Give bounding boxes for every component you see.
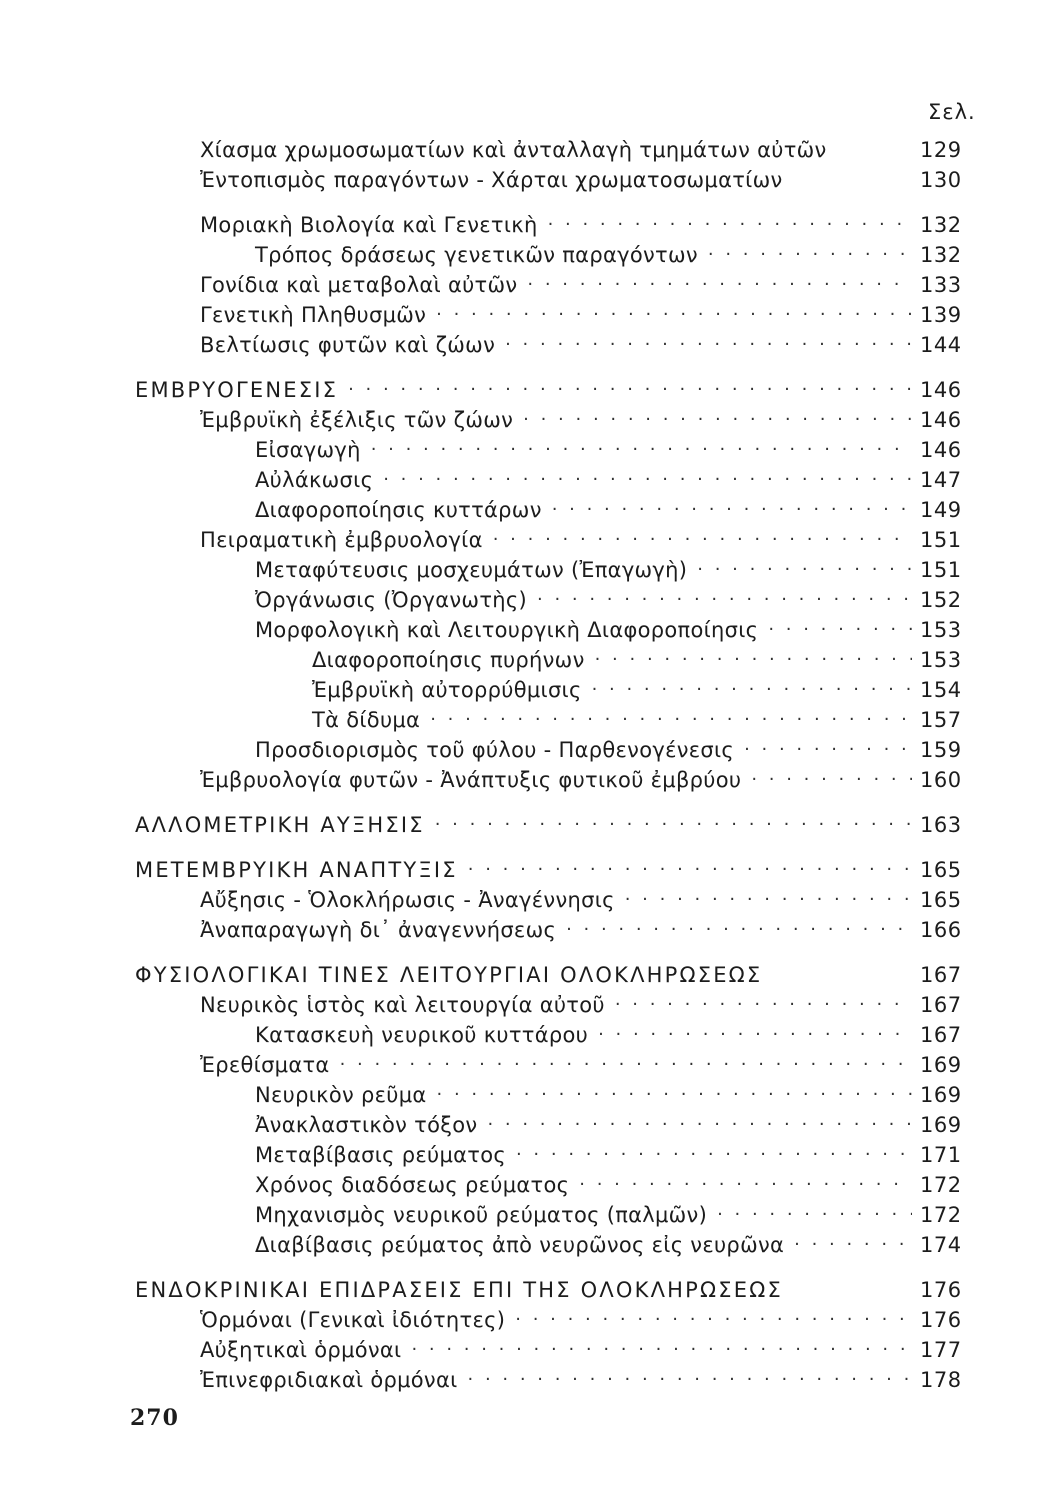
toc-entry-title: ΦΥΣΙΟΛΟΓΙΚΑΙ ΤΙΝΕΣ ΛΕΙΤΟΥΡΓΙΑΙ ΟΛΟΚΛΗΡΩΣΕΩΣ	[135, 963, 763, 987]
toc-entry	[255, 1015, 960, 1047]
toc-entry-page: 160	[920, 768, 962, 792]
toc-entry	[200, 265, 960, 297]
toc-entry-title: Μεταβίβασις ρεύματος	[255, 1143, 506, 1167]
dot-leader	[615, 993, 912, 1017]
toc-entry-page: 146	[920, 438, 962, 462]
dot-leader	[552, 498, 912, 522]
toc-entry-title: Διαβίβασις ρεύματος ἀπὸ νευρῶνος εἰς νευρῶνα	[255, 1233, 785, 1257]
dot-leader	[744, 738, 912, 762]
toc-entry-title: Μεταφύτευσις μοσχευμάτων (Ἐπαγωγὴ)	[255, 558, 688, 582]
toc-entry	[200, 1300, 960, 1332]
dot-leader	[468, 1368, 912, 1392]
dot-leader	[708, 243, 912, 267]
toc-entry-page: 165	[920, 858, 962, 882]
toc-entry-page: 167	[920, 963, 962, 987]
toc-entry-title: Ὀργάνωσις (Ὀργανωτὴς)	[255, 588, 527, 612]
toc-entry	[312, 640, 960, 672]
toc-entry	[312, 700, 960, 732]
toc-entry	[255, 1135, 960, 1167]
dot-leader	[537, 588, 912, 612]
dot-leader	[598, 1023, 912, 1047]
toc-entry	[135, 850, 960, 882]
dot-leader	[493, 528, 912, 552]
toc-entry-title: Αὐξητικαὶ ὁρμόναι	[200, 1338, 402, 1362]
toc-entry	[200, 1360, 960, 1392]
toc-entry-page: 169	[920, 1113, 962, 1137]
toc-entry	[135, 955, 960, 987]
toc-entry-title: Ἐμβρυολογία φυτῶν - Ἀνάπτυξις φυτικοῦ ἐμβρύου	[200, 768, 742, 792]
toc-entry-page: 133	[920, 273, 962, 297]
dot-leader	[411, 1338, 912, 1362]
dot-leader	[566, 918, 912, 942]
toc-entry-title: Χίασμα χρωμοσωματίων καὶ ἀνταλλαγὴ τμημάτων αὐτῶν	[200, 138, 827, 162]
toc-entry-title: Μηχανισμὸς νευρικοῦ ρεύματος (παλμῶν)	[255, 1203, 708, 1227]
toc-entry-page: 177	[920, 1338, 962, 1362]
dot-leader	[436, 303, 912, 327]
toc-entry	[200, 520, 960, 552]
dot-leader	[625, 888, 912, 912]
page-number: 270	[130, 1405, 179, 1431]
dot-leader	[595, 648, 912, 672]
dot-leader	[751, 768, 912, 792]
toc-entry	[255, 550, 960, 582]
toc-entry-title: Τὰ δίδυμα	[312, 708, 421, 732]
page-column-header: Σελ.	[928, 100, 976, 124]
toc-entry-title: Εἰσαγωγὴ	[255, 438, 361, 462]
toc-entry	[135, 805, 960, 837]
toc-entry-title: Νευρικὸς ἱστὸς καὶ λειτουργία αὐτοῦ	[200, 993, 605, 1017]
toc-entry-title: Βελτίωσις φυτῶν καὶ ζώων	[200, 333, 496, 357]
toc-entry-page: 167	[920, 993, 962, 1017]
dot-leader	[794, 1233, 912, 1257]
toc-entry-page: 159	[920, 738, 962, 762]
dot-leader	[548, 213, 912, 237]
toc-entry-page: 139	[920, 303, 962, 327]
toc-entry-page: 166	[920, 918, 962, 942]
toc-entry-title: ΜΕΤΕΜΒΡΥΙΚΗ ΑΝΑΠΤΥΞΙΣ	[135, 858, 458, 882]
toc-entry-title: Γενετικὴ Πληθυσμῶν	[200, 303, 427, 327]
toc-entry	[255, 1075, 960, 1107]
toc-entry-page: 146	[920, 378, 962, 402]
toc-entry-page: 172	[920, 1173, 962, 1197]
toc-entry-page: 129	[920, 138, 962, 162]
toc-entry	[200, 295, 960, 327]
dot-leader	[717, 1203, 912, 1227]
dot-leader	[468, 858, 912, 882]
dot-leader	[435, 813, 912, 837]
toc-entry-title: Νευρικὸν ρεῦμα	[255, 1083, 427, 1107]
toc-entry	[200, 1045, 960, 1077]
toc-entry-title: Ἐμβρυϊκὴ ἐξέλιξις τῶν ζώων	[200, 408, 514, 432]
dot-leader	[697, 558, 912, 582]
toc-entry-page: 165	[920, 888, 962, 912]
toc-entry-title: Πειραματικὴ ἐμβρυολογία	[200, 528, 483, 552]
toc-entry	[135, 1270, 960, 1302]
toc-entry	[255, 460, 960, 492]
dot-leader	[768, 618, 912, 642]
dot-leader	[383, 468, 912, 492]
toc-entry-title: Γονίδια καὶ μεταβολαὶ αὐτῶν	[200, 273, 518, 297]
toc-entry	[135, 370, 960, 402]
toc-entry-page: 154	[920, 678, 962, 702]
toc-entry-page: 171	[920, 1143, 962, 1167]
toc-entry-title: Ὁρμόναι (Γενικαὶ ἰδιότητες)	[200, 1308, 506, 1332]
toc-entry	[255, 430, 960, 462]
toc-entry	[200, 160, 960, 192]
toc-entry-page: 153	[920, 618, 962, 642]
toc-entry-page: 176	[920, 1278, 962, 1302]
dot-leader	[340, 1053, 912, 1077]
dot-leader	[516, 1143, 912, 1167]
toc-entry-page: 132	[920, 243, 962, 267]
toc-entry-page: 152	[920, 588, 962, 612]
toc-entry-title: Μορφολογικὴ καὶ Λειτουργικὴ Διαφοροποίησις	[255, 618, 759, 642]
dot-leader	[592, 678, 912, 702]
toc-entry-title: Τρόπος δράσεως γενετικῶν παραγόντων	[255, 243, 698, 267]
dot-leader	[348, 378, 912, 402]
toc-entry-title: Αὔξησις - Ὁλοκλήρωσις - Ἀναγέννησις	[200, 888, 615, 912]
toc-entry	[200, 910, 960, 942]
toc-entry	[200, 880, 960, 912]
toc-entry-page: 172	[920, 1203, 962, 1227]
toc-entry-page: 130	[920, 168, 962, 192]
toc-entry	[312, 670, 960, 702]
toc-entry-page: 151	[920, 558, 962, 582]
dot-leader	[505, 333, 912, 357]
dot-leader	[430, 708, 912, 732]
toc-entry	[200, 1330, 960, 1362]
toc-entry-page: 153	[920, 648, 962, 672]
toc-entry	[200, 985, 960, 1017]
toc-entry-title: Αὐλάκωσις	[255, 468, 374, 492]
toc-entry-page: 147	[920, 468, 962, 492]
toc-entry	[255, 1105, 960, 1137]
toc-entry	[255, 610, 960, 642]
toc-entry	[200, 760, 960, 792]
toc-entry-page: 144	[920, 333, 962, 357]
toc-entry-title: Ἀνακλαστικὸν τόξον	[255, 1113, 478, 1137]
toc-entry-title: Ἐπινεφριδιακαὶ ὁρμόναι	[200, 1368, 458, 1392]
toc-entry-title: Ἐρεθίσματα	[200, 1053, 330, 1077]
toc-entry	[200, 325, 960, 357]
toc-entry	[255, 490, 960, 522]
dot-leader	[371, 438, 912, 462]
dot-leader	[515, 1308, 912, 1332]
toc-entry-title: ΕΝΔΟΚΡΙΝΙΚΑΙ ΕΠΙΔΡΑΣΕΙΣ ΕΠΙ ΤΗΣ ΟΛΟΚΛΗΡΩΣΕΩΣ	[135, 1278, 783, 1302]
toc-entry-page: 178	[920, 1368, 962, 1392]
toc-entry-page: 174	[920, 1233, 962, 1257]
toc-entry-title: Διαφοροποίησις κυττάρων	[255, 498, 542, 522]
toc-entry	[255, 730, 960, 762]
toc-entry-page: 149	[920, 498, 962, 522]
dot-leader	[487, 1113, 912, 1137]
toc-entry-page: 151	[920, 528, 962, 552]
toc-entry	[200, 205, 960, 237]
toc-entry-page: 169	[920, 1053, 962, 1077]
toc-entry-page: 163	[920, 813, 962, 837]
dot-leader	[437, 1083, 912, 1107]
toc-entry-title: Προσδιορισμὸς τοῦ φύλου - Παρθενογένεσις	[255, 738, 735, 762]
toc-entry	[255, 580, 960, 612]
toc-entry-page: 132	[920, 213, 962, 237]
toc-entry	[255, 1165, 960, 1197]
toc-entry-title: Διαφοροποίησις πυρήνων	[312, 648, 585, 672]
toc-entry-page: 167	[920, 1023, 962, 1047]
toc-entry-title: Ἐμβρυϊκὴ αὐτορρύθμισις	[312, 678, 582, 702]
dot-leader	[527, 273, 912, 297]
toc-entry-title: Ἐντοπισμὸς παραγόντων - Χάρται χρωματοσωματίων	[200, 168, 783, 192]
toc-entry-title: Μοριακὴ Βιολογία καὶ Γενετικὴ	[200, 213, 538, 237]
toc-entry-page: 169	[920, 1083, 962, 1107]
toc-entry-title: ΕΜΒΡΥΟΓΕΝΕΣΙΣ	[135, 378, 339, 402]
toc-entry-title: Ἀναπαραγωγὴ δι᾽ ἀναγεννήσεως	[200, 918, 557, 942]
toc-entry-title: Κατασκευὴ νευρικοῦ κυττάρου	[255, 1023, 589, 1047]
toc-entry-title: ΑΛΛΟΜΕΤΡΙΚΗ ΑΥΞΗΣΙΣ	[135, 813, 425, 837]
toc-entry	[255, 235, 960, 267]
toc-entry	[200, 400, 960, 432]
toc-entry-page: 176	[920, 1308, 962, 1332]
toc-entry	[200, 130, 960, 162]
toc-entry	[255, 1195, 960, 1227]
dot-leader	[579, 1173, 912, 1197]
dot-leader	[523, 408, 912, 432]
toc-entry	[255, 1225, 960, 1257]
toc-entry-page: 146	[920, 408, 962, 432]
toc-entry-title: Χρόνος διαδόσεως ρεύματος	[255, 1173, 570, 1197]
toc-entry-page: 157	[920, 708, 962, 732]
